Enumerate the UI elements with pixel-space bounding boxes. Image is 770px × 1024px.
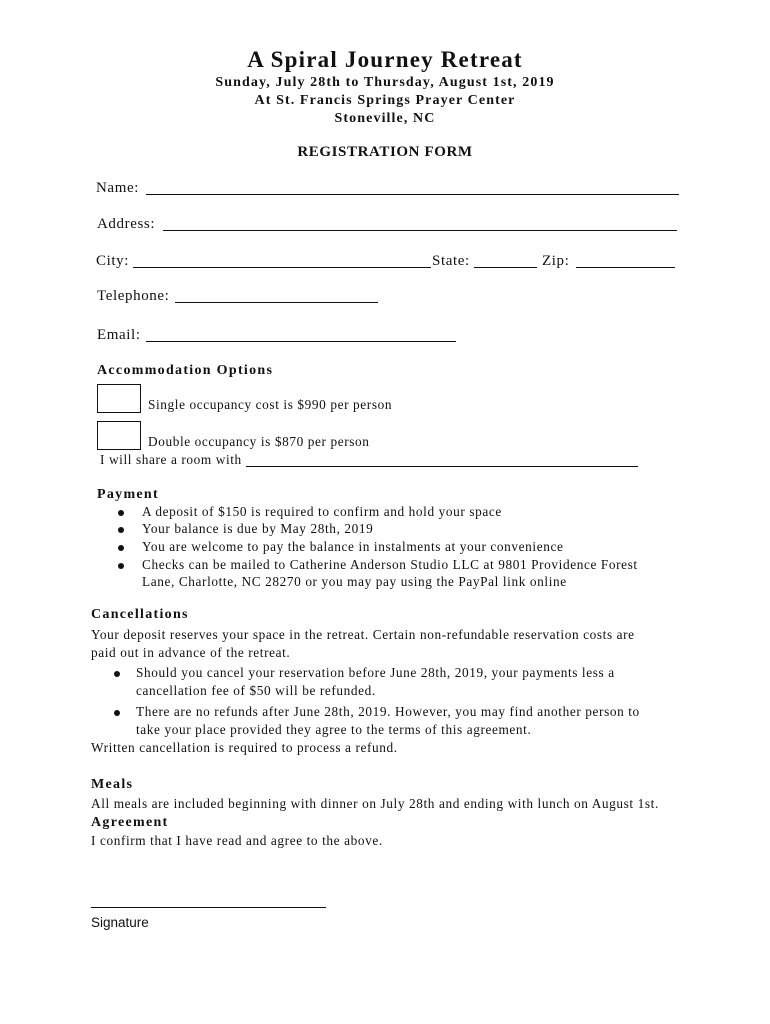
- bullet-icon: [118, 545, 124, 551]
- bullet-icon: [118, 527, 124, 533]
- agreement-text: I confirm that I have read and agree to the above.: [91, 833, 383, 848]
- cancellation-item: Should you cancel your reservation before June 28th, 2019, your payments less a: [136, 665, 615, 680]
- cancellations-closing: Written cancellation is required to process a refund.: [91, 740, 398, 755]
- cancellations-intro-continued: paid out in advance of the retreat.: [91, 645, 291, 660]
- address-field[interactable]: [163, 230, 677, 231]
- state-field[interactable]: [474, 267, 537, 268]
- telephone-field[interactable]: [175, 302, 378, 303]
- cancellation-item-continued: cancellation fee of $50 will be refunded.: [136, 683, 376, 698]
- payment-item-continued: Lane, Charlotte, NC 28270 or you may pay using the PayPal link online: [142, 574, 567, 589]
- city-field[interactable]: [133, 267, 431, 268]
- payment-item: You are welcome to pay the balance in instalments at your convenience: [142, 539, 564, 554]
- payment-item: Checks can be mailed to Catherine Anderson Studio LLC at 9801 Providence Forest: [142, 557, 638, 572]
- name-field[interactable]: [146, 194, 679, 195]
- bullet-icon: [114, 710, 120, 716]
- payment-item: Your balance is due by May 28th, 2019: [142, 521, 374, 536]
- address-label: Address:: [97, 216, 156, 232]
- signature-field[interactable]: [91, 907, 326, 908]
- cancellations-heading: Cancellations: [91, 607, 189, 622]
- retreat-location: At St. Francis Springs Prayer Center: [254, 93, 516, 108]
- zip-label: Zip:: [542, 253, 570, 269]
- single-occupancy-checkbox[interactable]: [97, 384, 141, 413]
- email-label: Email:: [97, 327, 141, 343]
- cancellation-item: There are no refunds after June 28th, 2019. However, you may find another person to: [136, 704, 640, 719]
- double-occupancy-checkbox[interactable]: [97, 421, 141, 450]
- state-label: State:: [432, 253, 470, 269]
- bullet-icon: [118, 563, 124, 569]
- share-room-label: I will share a room with: [100, 452, 242, 467]
- zip-field[interactable]: [576, 267, 675, 268]
- telephone-label: Telephone:: [97, 288, 170, 304]
- payment-heading: Payment: [97, 487, 159, 502]
- payment-item: A deposit of $150 is required to confirm and hold your space: [142, 504, 502, 519]
- agreement-heading: Agreement: [91, 815, 169, 830]
- meals-heading: Meals: [91, 777, 134, 792]
- cancellation-item-continued: take your place provided they agree to the terms of this agreement.: [136, 722, 532, 737]
- bullet-icon: [118, 510, 124, 516]
- double-occupancy-label: Double occupancy is $870 per person: [148, 434, 370, 449]
- single-occupancy-label: Single occupancy cost is $990 per person: [148, 397, 393, 412]
- retreat-city: Stoneville, NC: [334, 111, 436, 126]
- signature-label: Signature: [91, 915, 149, 930]
- form-title: REGISTRATION FORM: [297, 144, 473, 160]
- bullet-icon: [114, 671, 120, 677]
- email-field[interactable]: [146, 341, 456, 342]
- page-title: A Spiral Journey Retreat: [247, 47, 523, 72]
- share-room-field[interactable]: [246, 466, 638, 467]
- city-label: City:: [96, 253, 130, 269]
- accommodation-heading: Accommodation Options: [97, 363, 274, 378]
- meals-text: All meals are included beginning with dinner on July 28th and ending with lunch on August 1st.: [91, 796, 659, 811]
- retreat-dates: Sunday, July 28th to Thursday, August 1st, 2019: [215, 75, 555, 90]
- name-label: Name:: [96, 180, 139, 196]
- cancellations-intro: Your deposit reserves your space in the retreat. Certain non-refundable reservation costs are: [91, 627, 635, 642]
